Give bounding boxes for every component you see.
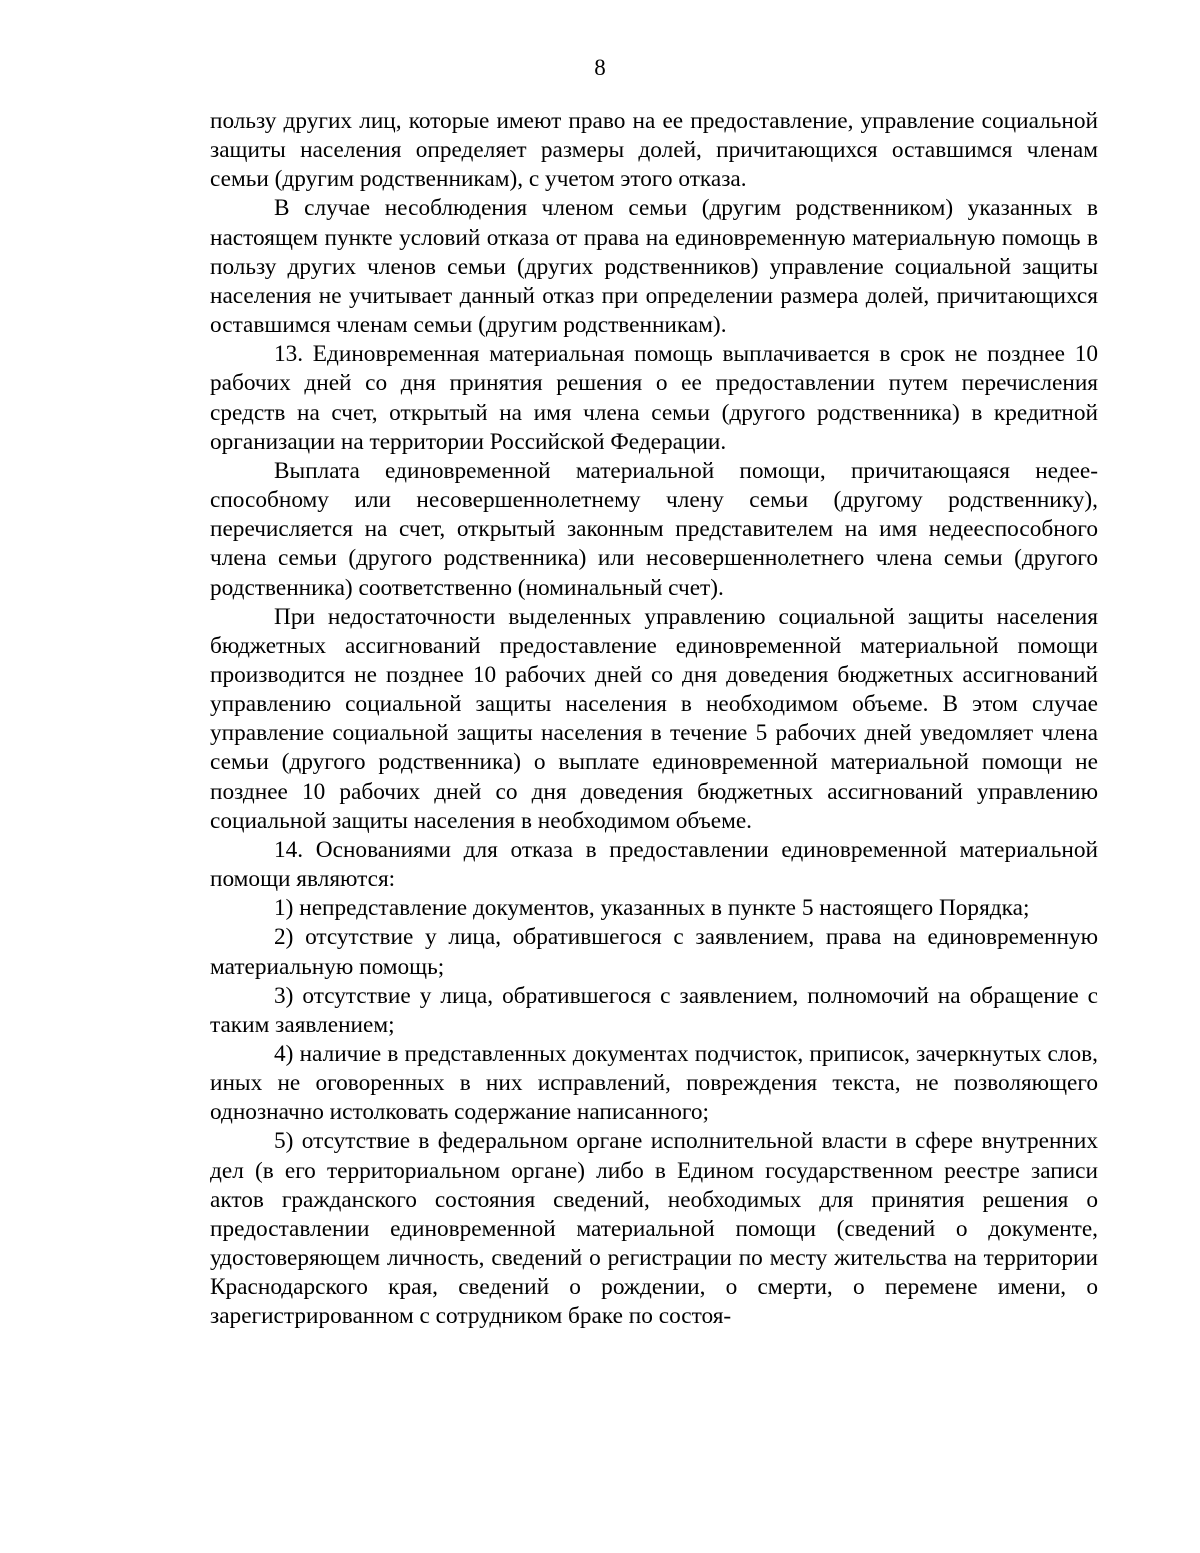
paragraph-item-14: 14. Основаниями для отказа в предоставлении единовременной материальной помощи являются: [210, 836, 1098, 893]
list-item-1: 1) непредставление документов, указанных в пункте 5 настоящего Порядка; [274, 895, 1030, 922]
list-item-4: 4) наличие в представленных документах подчисток, приписок, зачеркнутых слов, иных не оговоренных в них исправлений, повреждения текста, не позволяющего однозначно истолковать содержание написанного; [210, 1041, 1098, 1126]
paragraph-payment-incapable-member: Выплата единовременной материальной помощи, причитающаяся недееспособному или несовершеннолетнему члену семьи (другому родственнику), перечисляется на счет, открытый законным представителем на имя недееспособного члена семьи (другого родственника) или несовершеннолетнего члена семьи (другого родственника) соответственно (номинальный счет). [210, 457, 1098, 601]
paragraph-item-13: 13. Единовременная материальная помощь выплачивается в срок не позднее 10 рабочих дней со дня принятия решения о ее предоставлении путем перечисления средств на счет, открытый на имя члена семьи (другого родственника) в кредитной организации на территории Российской Федерации. [210, 341, 1098, 455]
page-number: 8 [594, 55, 606, 80]
list-item-5: 5) отсутствие в федеральном органе исполнительной власти в сфере внутренних дел (в его территориальном органе) либо в Едином государственном реестре записи актов гражданского состояния сведений, необходимых для принятия решения о предоставлении единовременной материальной помощи (сведений о документе, удостоверяющем личность, сведений о регистрации по месту жительства на территории Краснодарского края, сведений о рождении, о смерти, о перемене имени, о зарегистрированном с сотрудником браке по состоя- [210, 1128, 1098, 1330]
paragraph-continuation: пользу других лиц, которые имеют право на ее предоставление, управление социальной защиты населения определяет размеры долей, причитающихся оставшимся членам семьи (другим родственникам), с учетом этого отказа. [210, 108, 1098, 193]
paragraph-refusal-noncompliance: В случае несоблюдения членом семьи (другим родственником) указанных в настоящем пункте условий отказа от права на единовременную материальную помощь в пользу других членов семьи (других родственников) управление социальной защиты населения не учитывает данный отказ при определении размера долей, причитающихся оставшимся членам семьи (другим родственникам). [210, 195, 1098, 339]
list-item-3: 3) отсутствие у лица, обратившегося с заявлением, полномочий на обращение с таким заявлением; [210, 982, 1098, 1038]
document-body [210, 107, 1098, 1332]
list-item-2: 2) отсутствие у лица, обратившегося с заявлением, права на единовременную материальную помощь; [210, 924, 1098, 980]
paragraph-insufficient-funds: При недостаточности выделенных управлению социальной защиты населения бюджетных ассигнований предоставление единовременной материальной помощи производится не позднее 10 рабочих дней со дня доведения бюджетных ассигнований управлению социальной защиты населения в необходимом объеме. В этом случае управление социальной защиты населения в течение 5 рабочих дней уведомляет члена семьи (другого родственника) о выплате единовременной материальной помощи не позднее 10 рабочих дней со дня доведения бюджетных ассигнований управлению социальной защиты населения в необходимом объеме. [210, 603, 1098, 834]
